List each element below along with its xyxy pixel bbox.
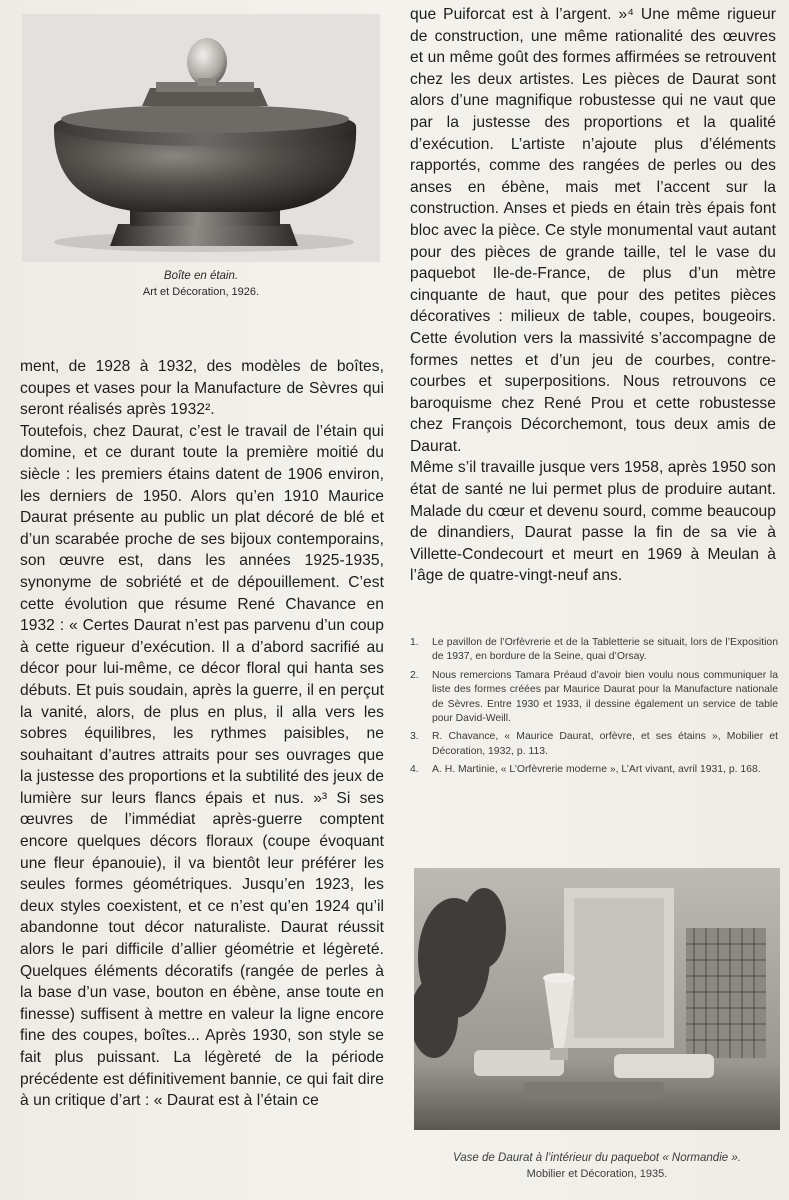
- normandie-interior-photo: [414, 868, 780, 1130]
- top-figure-caption: [22, 268, 380, 300]
- footnotes: [410, 636, 778, 782]
- footnote: [410, 669, 778, 727]
- paragraph: Même s’il travaille jusque vers 1958, après 1950 son état de santé ne lui permet plus de produire autant. Malade du cœur et devenu sourd, comme beaucoup de dinandiers, Daurat passe la fin de sa vie à Villette-Condecourt et meurt en 1969 à Meulan à l’âge de quatre-vingt-neuf ans.: [410, 459, 776, 585]
- pewter-box-illustration: [22, 14, 380, 262]
- caption-source: Mobilier et Décoration, 1935.: [526, 1168, 668, 1180]
- footnote-number: 1.: [410, 637, 419, 648]
- footnote-text: A. H. Martinie, « L’Orfèvrerie moderne », L’Art vivant, avril 1931, p. 168.: [432, 764, 761, 776]
- footnote: [410, 636, 778, 665]
- paragraph: que Puiforcat est à l’argent. »⁴ Une même rigueur de construction, une même rationalité des œuvres et un même goût des formes affirmées se retrouvent chez les deux artistes. Les pièces de Daurat sont alors d’une magnifique robustesse qui ne vaut que par la justesse des proportions et la qualité d’exécution. L’artiste n’ajoute plus d’éléments rapportés, comme des rangées de perles ou des anses en ébène, mais met l’accent sur la construction. Anses et pieds en étain très épais font bloc avec la pièce. Ce style monumental vaut autant pour des pièces de grande taille, tel le vase du paquebot Ile-de-France, de plus d’un mètre cinquante de haut, que pour des petites pièces décoratives : milieux de table, coupes, bougeoirs. Cette évolution vers la massivité s’accompagne de formes nettes et d’un jeu de courbes, contre-courbes et superpositions. Nous retrouvons ce baroquisme chez René Prou et cette robustesse chez François Décorchemont, tous deux amis de Daurat.: [410, 6, 776, 455]
- caption-source: Art et Décoration, 1926.: [142, 286, 260, 298]
- footnote-number: 4.: [410, 764, 419, 776]
- footnote-number: 2.: [410, 669, 419, 681]
- right-text-column: [410, 4, 776, 587]
- footnote: [410, 763, 778, 777]
- paragraph: Toutefois, chez Daurat, c’est le travail de l’étain qui domine, et ce durant toute la première moitié du siècle : les premiers étains datent de 1906 environ, les derniers de 1950. Alors qu’en 1910 Maurice Daurat présente au public un plat décoré de blé et d’un scarabée proche de ses bijoux contemporains, son œuvre est, dans les années 1925-1935, synonyme de sobriété et de dépouillement. C’est cette évolution que résume René Chavance en 1932 : « Certes Daurat n’est pas parvenu d’un coup à cette rigueur d’exécution. Il a d’abord sacrifié au décor pour lui-même, ce décor floral qui hanta ses débuts. Et puis soudain, après la guerre, il en perçut la vanité, alors, de plus en plus, il alla vers les sobres équilibres, les rythmes paisibles, ne souhaitant d’autres attraits pour ses ouvrages que la justesse des proportions et la subtilité des jeux de lumière sur leurs flancs épais et nus. »³ Si ses œuvres de l’immédiat après-guerre comptent encore quelques décors floraux (coupe évoquant une fleur épanouie), il va bientôt leur préférer les seules formes géométriques. Jusqu’en 1923, les deux styles coexistent, et ce n’est qu’en 1924 qu’il abandonne tout décor naturaliste. Daurat réussit alors le pari difficile d’allier géométrie et légèreté. Quelques éléments décoratifs (rangée de perles à la base d’un vase, bouton en ébène, anse toute en finesse) suffisent à mettre en valeur la ligne encore fine des coupes, boîtes... Après 1930, son style se fait plus puissant. La légèreté de la période précédente est définitivement bannie, ce qui fait dire à un critique d’art : « Daurat est à l’étain ce: [20, 422, 384, 1110]
- footnote-number: 3.: [410, 731, 419, 743]
- ship-salon-illustration: [414, 868, 780, 1130]
- bottom-figure-caption: [414, 1150, 780, 1182]
- caption-title: Vase de Daurat à l’intérieur du paquebot « Normandie ».: [453, 1152, 741, 1164]
- footnote-text: Nous remercions Tamara Préaud d’avoir bien voulu nous communiquer la liste des formes créées par Maurice Daurat pour la Manufacture nationale de Sèvres. Entre 1930 et 1933, il dessine également un service de table pour David-Weill.: [432, 669, 778, 725]
- pewter-box-photo: [22, 14, 380, 262]
- footnote: [410, 730, 778, 759]
- footnote-text: Le pavillon de l’Orfèvrerie et de la Tabletterie se situait, lors de l’Exposition de 1937, en bordure de la Seine, quai d’Orsay.: [432, 637, 778, 663]
- caption-title: Boîte en étain.: [163, 270, 239, 282]
- paragraph: ment, de 1928 à 1932, des modèles de boîtes, coupes et vases pour la Manufacture de Sèvres qui seront réalisés après 1932².: [20, 358, 384, 419]
- footnote-text: R. Chavance, « Maurice Daurat, orfèvre, et ses étains », Mobilier et Décoration, 1932, p. 113.: [432, 731, 778, 757]
- left-text-column: [20, 356, 384, 1112]
